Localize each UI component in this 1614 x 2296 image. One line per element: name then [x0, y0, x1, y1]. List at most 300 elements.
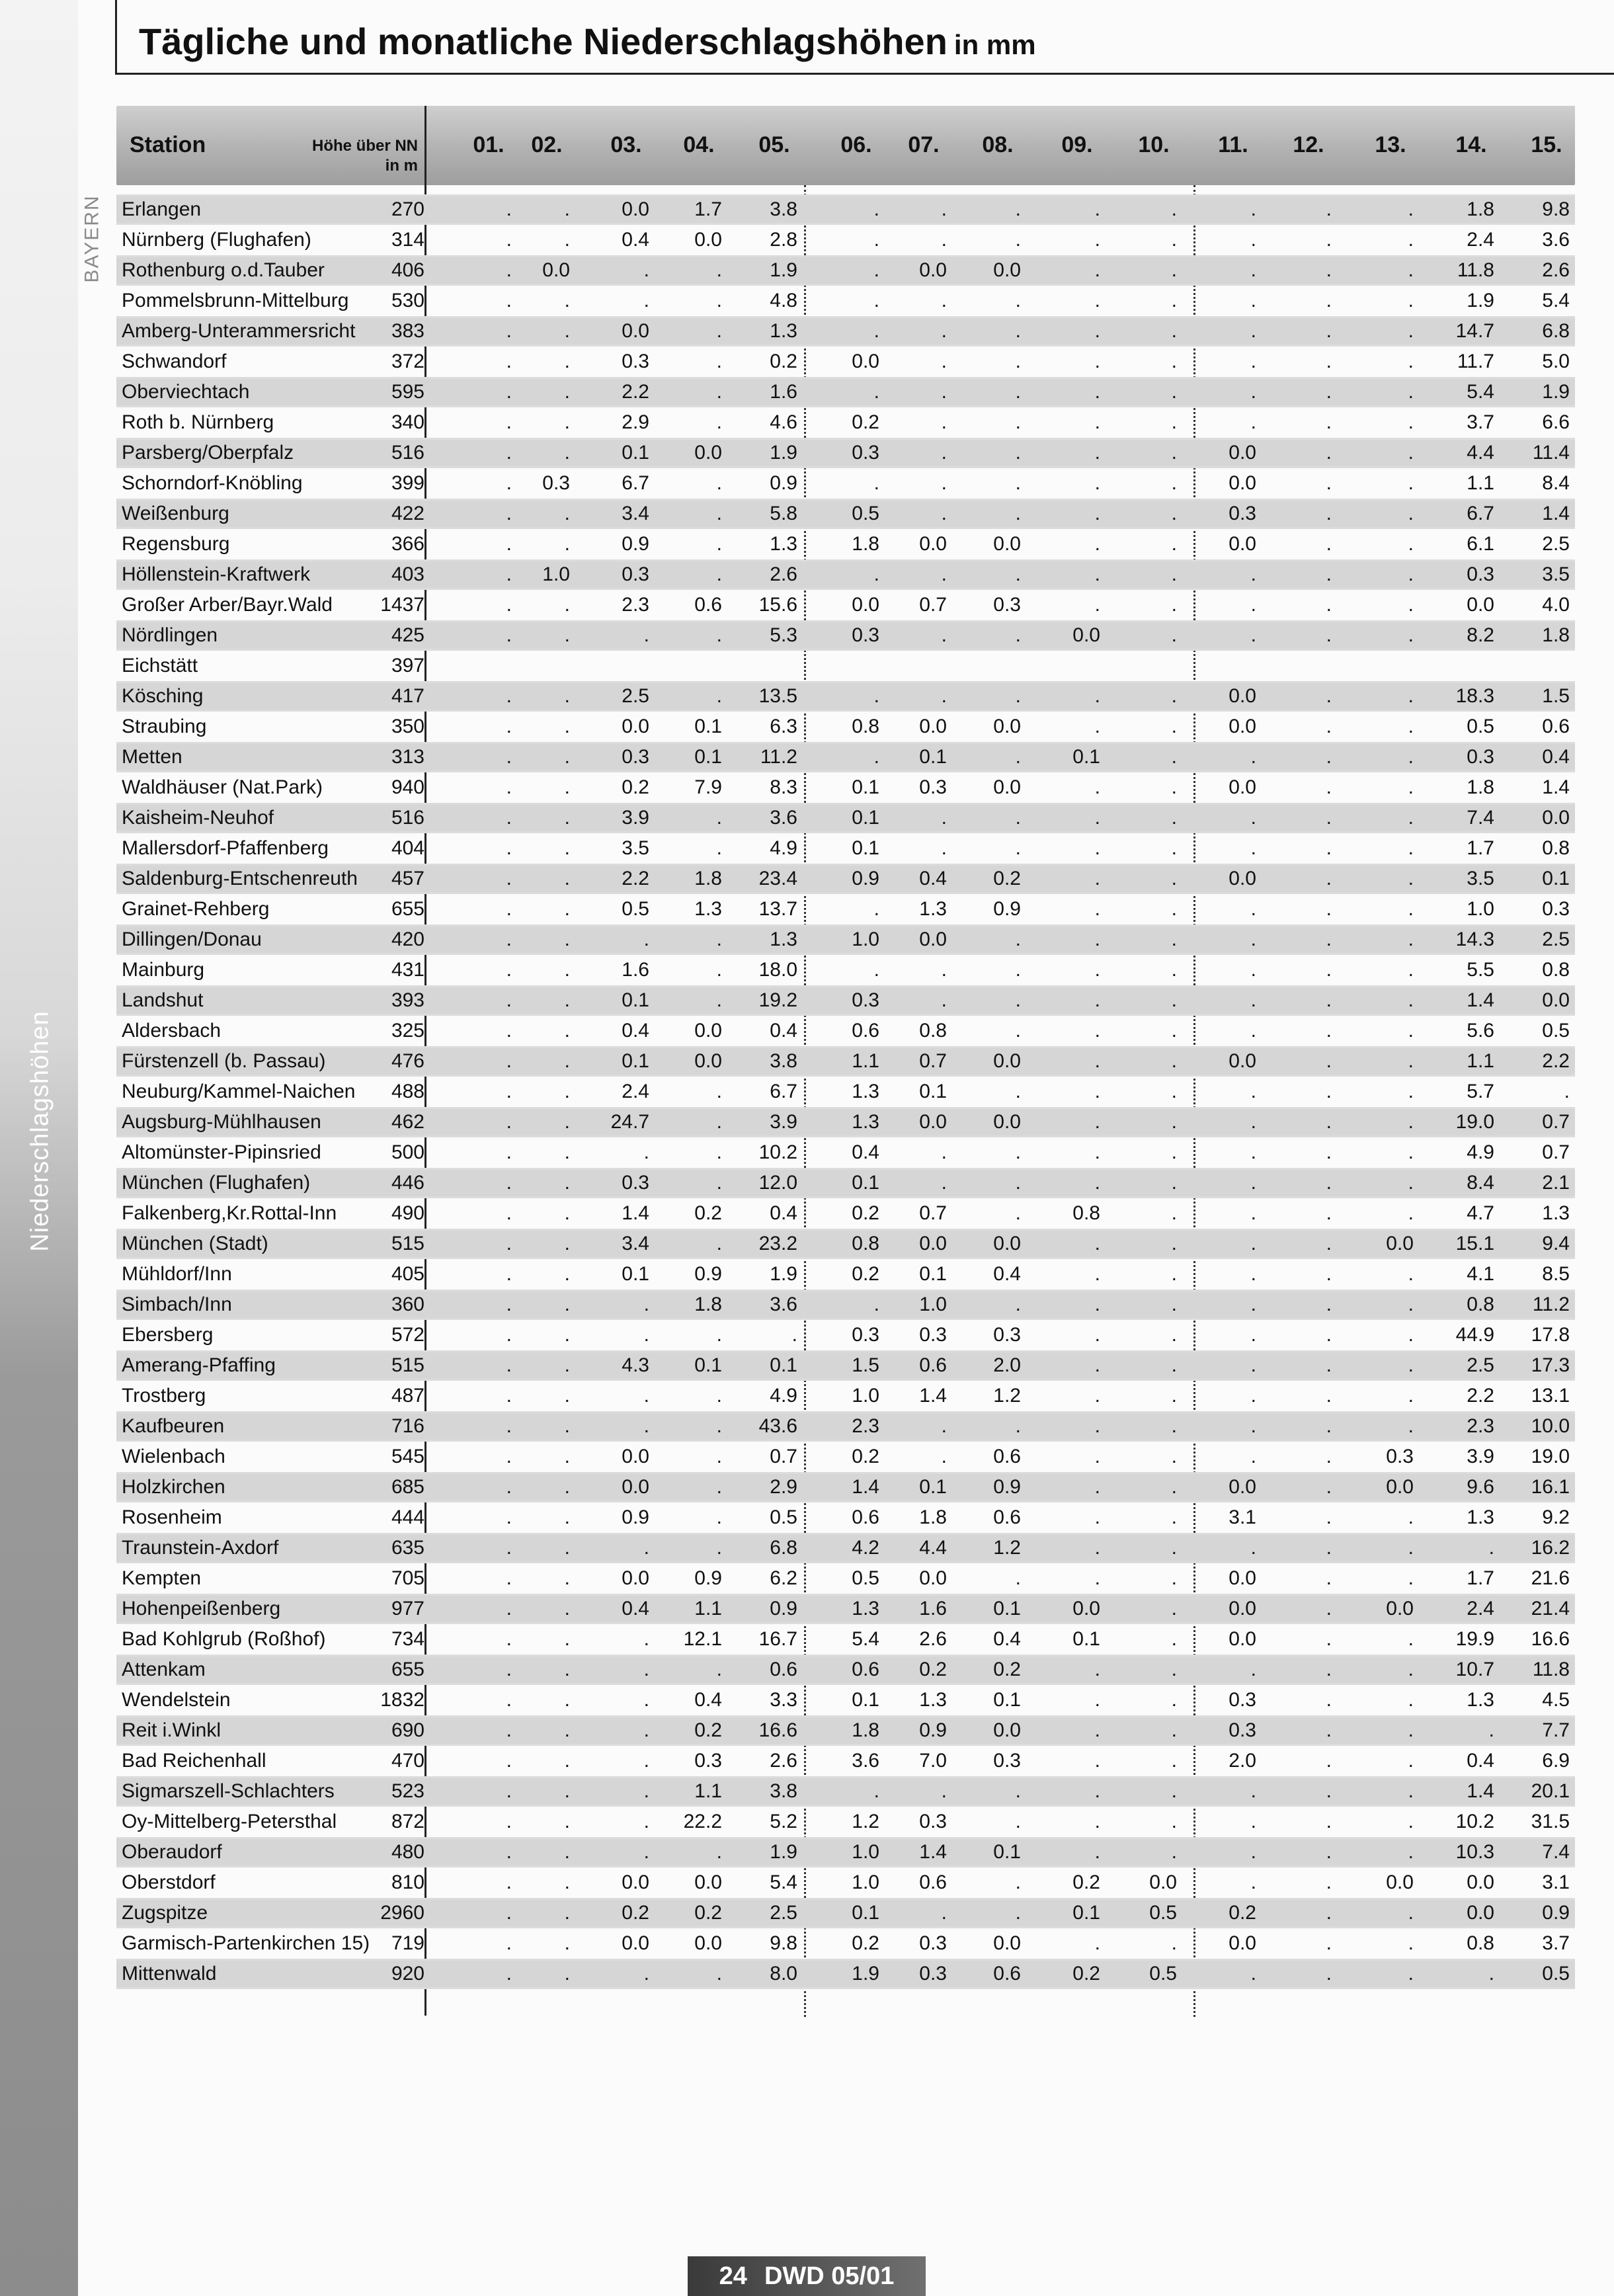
day-value-14: 6.1: [1467, 533, 1494, 555]
station-name: Pommelsbrunn-Mittelburg: [122, 290, 349, 311]
day-value-9: .: [1094, 1354, 1100, 1376]
day-value-13: .: [1408, 1780, 1414, 1802]
station-height: 404: [391, 837, 424, 859]
day-value-12: .: [1326, 563, 1332, 585]
day-value-14: 2.4: [1467, 1598, 1494, 1620]
station-height: 270: [391, 198, 424, 220]
day-value-1: .: [506, 1537, 512, 1559]
day-value-6: .: [873, 259, 879, 281]
day-value-10: .: [1171, 1750, 1177, 1772]
day-value-1: .: [506, 928, 512, 950]
day-value-11: 0.3: [1229, 1719, 1256, 1741]
day-value-9: .: [1094, 503, 1100, 524]
header-station: Station: [130, 132, 206, 157]
day-value-5: 3.8: [770, 198, 797, 220]
day-value-13: .: [1408, 320, 1414, 342]
day-value-2: .: [564, 1081, 570, 1102]
table-row: [116, 1350, 1575, 1381]
table-row: [116, 1715, 1575, 1746]
day-value-12: .: [1326, 1293, 1332, 1315]
day-value-12: .: [1326, 229, 1332, 251]
day-value-3: .: [643, 1750, 649, 1772]
day-value-2: .: [564, 1446, 570, 1467]
day-value-4: .: [716, 259, 722, 281]
station-name: Roth b. Nürnberg: [122, 411, 274, 433]
day-value-9: .: [1094, 1385, 1100, 1407]
day-value-11: .: [1250, 1963, 1256, 1985]
day-value-12: .: [1326, 1020, 1332, 1042]
station-height: 530: [391, 290, 424, 311]
day-value-4: .: [716, 1385, 722, 1407]
day-value-11: .: [1250, 746, 1256, 768]
day-value-5: 0.7: [770, 1446, 797, 1467]
day-value-14: 7.4: [1467, 807, 1494, 829]
day-value-14: 4.9: [1467, 1141, 1494, 1163]
day-value-5: 6.8: [770, 1537, 797, 1559]
day-value-14: 5.5: [1467, 959, 1494, 981]
day-value-14: 2.4: [1467, 229, 1494, 251]
day-value-12: .: [1326, 837, 1332, 859]
day-value-2: .: [564, 1659, 570, 1680]
day-value-5: 5.8: [770, 503, 797, 524]
day-value-8: 1.2: [993, 1537, 1021, 1559]
day-value-15: 11.8: [1532, 1659, 1570, 1680]
day-value-10: .: [1171, 1719, 1177, 1741]
station-name: Fürstenzell (b. Passau): [122, 1050, 326, 1072]
day-value-14: 11.8: [1457, 259, 1494, 281]
day-value-2: .: [564, 1902, 570, 1924]
day-value-12: .: [1326, 198, 1332, 220]
day-value-11: .: [1250, 1446, 1256, 1467]
day-value-15: 13.1: [1531, 1385, 1570, 1407]
day-value-5: 3.6: [770, 807, 797, 829]
day-value-2: .: [564, 229, 570, 251]
day-value-3: 2.2: [622, 381, 649, 403]
day-value-4: 0.2: [694, 1719, 722, 1741]
day-value-13: .: [1408, 1537, 1414, 1559]
day-value-13: .: [1408, 594, 1414, 616]
day-value-3: 0.2: [622, 1902, 649, 1924]
day-value-8: 0.3: [993, 594, 1021, 616]
day-value-6: 4.2: [852, 1537, 879, 1559]
day-value-7: 0.1: [919, 1476, 947, 1498]
day-value-10: .: [1171, 350, 1177, 372]
day-value-7: 0.3: [919, 1963, 947, 1985]
day-value-6: 1.0: [852, 1385, 879, 1407]
table-row: [116, 438, 1575, 468]
station-height: 705: [391, 1567, 424, 1589]
station-height: 314: [391, 229, 424, 251]
station-name: München (Flughafen): [122, 1172, 311, 1194]
day-value-4: .: [716, 1537, 722, 1559]
day-value-13: .: [1408, 807, 1414, 829]
day-value-15: 2.2: [1542, 1050, 1570, 1072]
day-value-8: 0.0: [993, 1233, 1021, 1254]
day-value-11: .: [1250, 989, 1256, 1011]
station-name: Neuburg/Kammel-Naichen: [122, 1081, 356, 1102]
day-value-9: .: [1094, 290, 1100, 311]
station-height: 1832: [380, 1689, 424, 1711]
day-value-13: .: [1408, 1811, 1414, 1832]
day-value-2: .: [564, 533, 570, 555]
day-value-1: .: [506, 1233, 512, 1254]
day-value-15: 9.2: [1542, 1506, 1570, 1528]
day-value-9: .: [1094, 1141, 1100, 1163]
day-value-10: .: [1171, 1537, 1177, 1559]
day-value-14: 1.3: [1467, 1689, 1494, 1711]
day-value-9: .: [1094, 594, 1100, 616]
day-value-9: .: [1094, 1567, 1100, 1589]
day-value-7: 1.8: [919, 1506, 947, 1528]
day-value-8: .: [1015, 1567, 1021, 1589]
station-name: Straubing: [122, 716, 207, 737]
station-name: Falkenberg,Kr.Rottal-Inn: [122, 1202, 337, 1224]
day-value-3: 2.2: [622, 868, 649, 889]
day-value-15: 16.6: [1531, 1628, 1570, 1650]
header-day-7: 07.: [908, 132, 940, 157]
day-value-13: .: [1408, 1963, 1414, 1985]
header-day-12: 12.: [1293, 132, 1324, 157]
day-value-10: .: [1171, 503, 1177, 524]
day-value-5: 6.3: [770, 716, 797, 737]
day-value-8: 0.0: [993, 1932, 1021, 1954]
table-row: [116, 1016, 1575, 1046]
day-value-15: 0.1: [1542, 868, 1570, 889]
day-value-5: 2.8: [770, 229, 797, 251]
day-value-13: .: [1408, 472, 1414, 494]
day-value-2: .: [564, 1141, 570, 1163]
day-value-1: .: [506, 290, 512, 311]
day-value-15: 10.0: [1531, 1415, 1570, 1437]
day-value-2: .: [564, 1719, 570, 1741]
day-value-9: .: [1094, 1293, 1100, 1315]
day-value-3: 3.5: [622, 837, 649, 859]
day-value-2: .: [564, 716, 570, 737]
day-value-6: 1.3: [852, 1111, 879, 1133]
day-value-5: 1.3: [770, 928, 797, 950]
day-value-13: .: [1408, 381, 1414, 403]
station-name: Metten: [122, 746, 182, 768]
table-row: [116, 1198, 1575, 1229]
day-value-11: 3.1: [1229, 1506, 1256, 1528]
day-value-3: 0.0: [622, 1567, 649, 1589]
day-value-7: 0.9: [919, 1719, 947, 1741]
day-value-15: 7.7: [1542, 1719, 1570, 1741]
day-value-1: .: [506, 1020, 512, 1042]
day-value-2: .: [564, 198, 570, 220]
day-value-5: 43.6: [758, 1415, 797, 1437]
day-value-15: 20.1: [1531, 1780, 1570, 1802]
day-value-1: .: [506, 624, 512, 646]
station-height: 810: [391, 1871, 424, 1893]
day-value-2: .: [564, 1050, 570, 1072]
day-value-6: 3.6: [852, 1750, 879, 1772]
day-value-13: .: [1408, 959, 1414, 981]
footer-page-number: 24: [719, 2262, 747, 2290]
day-value-6: .: [873, 229, 879, 251]
day-value-14: 5.7: [1467, 1081, 1494, 1102]
day-value-3: 3.4: [622, 503, 649, 524]
day-value-7: 0.0: [919, 716, 947, 737]
day-value-4: .: [716, 685, 722, 707]
station-height: 325: [391, 1020, 424, 1042]
day-value-6: .: [873, 685, 879, 707]
day-value-3: .: [643, 1841, 649, 1863]
station-height: 417: [391, 685, 424, 707]
station-height: 422: [391, 503, 424, 524]
day-value-5: 9.8: [770, 1932, 797, 1954]
day-value-1: .: [506, 1598, 512, 1620]
day-value-15: 0.6: [1542, 716, 1570, 737]
day-value-8: 0.0: [993, 1050, 1021, 1072]
day-value-9: .: [1094, 1415, 1100, 1437]
day-value-7: .: [941, 290, 947, 311]
day-value-4: 0.6: [694, 594, 722, 616]
day-value-14: 44.9: [1455, 1324, 1494, 1346]
day-value-1: .: [506, 1050, 512, 1072]
day-value-4: .: [716, 1141, 722, 1163]
day-value-1: .: [506, 1719, 512, 1741]
day-value-8: .: [1015, 624, 1021, 646]
table-row: [116, 1381, 1575, 1411]
day-value-11: 0.0: [1229, 1476, 1256, 1498]
day-value-7: .: [941, 1446, 947, 1467]
day-value-7: 0.3: [919, 1932, 947, 1954]
day-value-7: 0.1: [919, 746, 947, 768]
day-value-15: 9.8: [1542, 198, 1570, 220]
day-value-8: .: [1015, 320, 1021, 342]
day-value-2: .: [564, 1567, 570, 1589]
day-value-4: .: [716, 1081, 722, 1102]
day-value-11: .: [1250, 1202, 1256, 1224]
day-value-10: .: [1171, 1628, 1177, 1650]
day-value-11: .: [1250, 563, 1256, 585]
day-value-7: .: [941, 1780, 947, 1802]
station-height: 350: [391, 716, 424, 737]
day-value-9: .: [1094, 1811, 1100, 1832]
header-day-11: 11.: [1218, 132, 1248, 157]
day-value-4: .: [716, 1415, 722, 1437]
day-value-5: 16.7: [758, 1628, 797, 1650]
day-value-6: 1.4: [852, 1476, 879, 1498]
day-value-12: .: [1326, 776, 1332, 798]
day-value-11: .: [1250, 1172, 1256, 1194]
day-value-7: 2.6: [919, 1628, 947, 1650]
day-value-10: .: [1171, 1141, 1177, 1163]
day-value-1: .: [506, 1506, 512, 1528]
day-value-10: .: [1171, 563, 1177, 585]
table-row: [116, 894, 1575, 924]
station-height: 940: [391, 776, 424, 798]
day-value-15: 0.0: [1542, 807, 1570, 829]
table-row: [116, 1807, 1575, 1837]
day-value-2: .: [564, 1811, 570, 1832]
table-row: [116, 1533, 1575, 1563]
day-value-1: .: [506, 503, 512, 524]
day-value-13: .: [1408, 1263, 1414, 1285]
day-value-13: .: [1408, 1719, 1414, 1741]
day-value-4: .: [716, 563, 722, 585]
day-value-1: .: [506, 1689, 512, 1711]
station-height: 476: [391, 1050, 424, 1072]
day-value-11: .: [1250, 1293, 1256, 1315]
day-value-6: .: [873, 290, 879, 311]
day-value-3: 0.9: [622, 533, 649, 555]
day-value-13: .: [1408, 1932, 1414, 1954]
day-value-8: .: [1015, 290, 1021, 311]
day-value-5: 0.9: [770, 472, 797, 494]
day-value-10: .: [1171, 928, 1177, 950]
day-value-12: .: [1326, 989, 1332, 1011]
day-value-15: 1.5: [1542, 685, 1570, 707]
day-value-10: .: [1171, 1202, 1177, 1224]
station-height: 399: [391, 472, 424, 494]
day-value-6: .: [873, 898, 879, 920]
day-value-8: .: [1015, 1415, 1021, 1437]
day-value-10: .: [1171, 1446, 1177, 1467]
day-value-2: .: [564, 1020, 570, 1042]
day-value-3: .: [643, 624, 649, 646]
day-value-2: .: [564, 1841, 570, 1863]
station-height: 393: [391, 989, 424, 1011]
day-value-7: .: [941, 1141, 947, 1163]
day-value-12: .: [1326, 1659, 1332, 1680]
day-value-3: 0.1: [622, 989, 649, 1011]
day-value-11: .: [1250, 1141, 1256, 1163]
day-value-11: .: [1250, 1871, 1256, 1893]
day-value-2: .: [564, 320, 570, 342]
day-value-9: .: [1094, 1506, 1100, 1528]
day-value-10: .: [1171, 1172, 1177, 1194]
day-value-7: 1.3: [919, 898, 947, 920]
table-row: [116, 1107, 1575, 1137]
day-value-15: 16.2: [1531, 1537, 1570, 1559]
day-value-1: .: [506, 1385, 512, 1407]
day-value-11: .: [1250, 898, 1256, 920]
day-value-10: .: [1171, 868, 1177, 889]
station-height: 313: [391, 746, 424, 768]
station-name: Kempten: [122, 1567, 202, 1589]
day-value-10: 0.0: [1149, 1871, 1177, 1893]
day-value-8: 0.6: [993, 1963, 1021, 1985]
day-value-14: 0.4: [1467, 1750, 1494, 1772]
day-value-11: .: [1250, 959, 1256, 981]
day-value-1: .: [506, 1111, 512, 1133]
day-value-13: .: [1408, 1628, 1414, 1650]
day-value-4: .: [716, 807, 722, 829]
day-value-14: 1.4: [1467, 1780, 1494, 1802]
day-value-9: .: [1094, 807, 1100, 829]
day-value-12: .: [1326, 533, 1332, 555]
day-value-3: 0.5: [622, 898, 649, 920]
day-value-2: .: [564, 898, 570, 920]
day-value-5: 1.9: [770, 1841, 797, 1863]
day-value-15: .: [1564, 1081, 1570, 1102]
day-value-15: 21.4: [1531, 1598, 1570, 1620]
station-height: 515: [391, 1354, 424, 1376]
day-value-7: 0.0: [919, 928, 947, 950]
day-value-13: .: [1408, 1415, 1414, 1437]
day-value-7: .: [941, 320, 947, 342]
station-height: 372: [391, 350, 424, 372]
day-value-14: 3.5: [1467, 868, 1494, 889]
day-value-12: .: [1326, 1902, 1332, 1924]
station-height: 516: [391, 442, 424, 464]
day-value-8: .: [1015, 1172, 1021, 1194]
day-value-14: 19.0: [1455, 1111, 1494, 1133]
day-value-13: 0.0: [1386, 1598, 1414, 1620]
day-value-4: .: [716, 381, 722, 403]
day-value-11: .: [1250, 837, 1256, 859]
day-value-5: 4.6: [770, 411, 797, 433]
day-value-8: .: [1015, 928, 1021, 950]
day-value-14: 3.9: [1467, 1446, 1494, 1467]
table-row: [116, 620, 1575, 651]
station-name: Regensburg: [122, 533, 230, 555]
day-value-11: .: [1250, 1780, 1256, 1802]
table-row: [116, 864, 1575, 894]
day-value-14: 3.7: [1467, 411, 1494, 433]
day-value-9: .: [1094, 1446, 1100, 1467]
day-value-4: 0.9: [694, 1567, 722, 1589]
day-value-1: .: [506, 198, 512, 220]
day-value-10: .: [1171, 624, 1177, 646]
day-value-4: .: [716, 959, 722, 981]
day-value-14: 0.0: [1467, 1871, 1494, 1893]
table-row: [116, 681, 1575, 712]
station-height: 446: [391, 1172, 424, 1194]
station-height: 462: [391, 1111, 424, 1133]
day-value-8: .: [1015, 563, 1021, 585]
day-value-13: 0.0: [1386, 1476, 1414, 1498]
station-name: Kaisheim-Neuhof: [122, 807, 274, 829]
day-value-6: .: [873, 1780, 879, 1802]
station-height: 2960: [380, 1902, 424, 1924]
day-value-2: .: [564, 1932, 570, 1954]
day-value-9: .: [1094, 1659, 1100, 1680]
day-value-6: .: [873, 1293, 879, 1315]
table-row: [116, 407, 1575, 438]
day-value-2: .: [564, 807, 570, 829]
day-value-1: .: [506, 1202, 512, 1224]
day-value-3: 3.9: [622, 807, 649, 829]
day-value-5: 4.9: [770, 837, 797, 859]
header-day-3: 03.: [610, 132, 642, 157]
day-value-15: 11.2: [1532, 1293, 1570, 1315]
table-row: [116, 468, 1575, 499]
day-value-4: .: [716, 837, 722, 859]
day-value-12: .: [1326, 1476, 1332, 1498]
day-value-12: .: [1326, 807, 1332, 829]
station-name: Weißenburg: [122, 503, 229, 524]
header-height-line1: Höhe über NN: [311, 137, 418, 155]
day-value-13: .: [1408, 503, 1414, 524]
day-value-6: 0.1: [852, 776, 879, 798]
table-row: [116, 559, 1575, 590]
day-value-12: .: [1326, 472, 1332, 494]
day-value-8: .: [1015, 503, 1021, 524]
table-row: [116, 1837, 1575, 1867]
day-value-11: 0.2: [1229, 1902, 1256, 1924]
day-value-2: .: [564, 989, 570, 1011]
day-value-4: .: [716, 290, 722, 311]
day-value-9: .: [1094, 350, 1100, 372]
day-value-6: 0.3: [852, 1324, 879, 1346]
header-day-13: 13.: [1375, 132, 1406, 157]
day-value-5: 2.6: [770, 563, 797, 585]
day-value-11: .: [1250, 229, 1256, 251]
day-value-4: .: [716, 1111, 722, 1133]
